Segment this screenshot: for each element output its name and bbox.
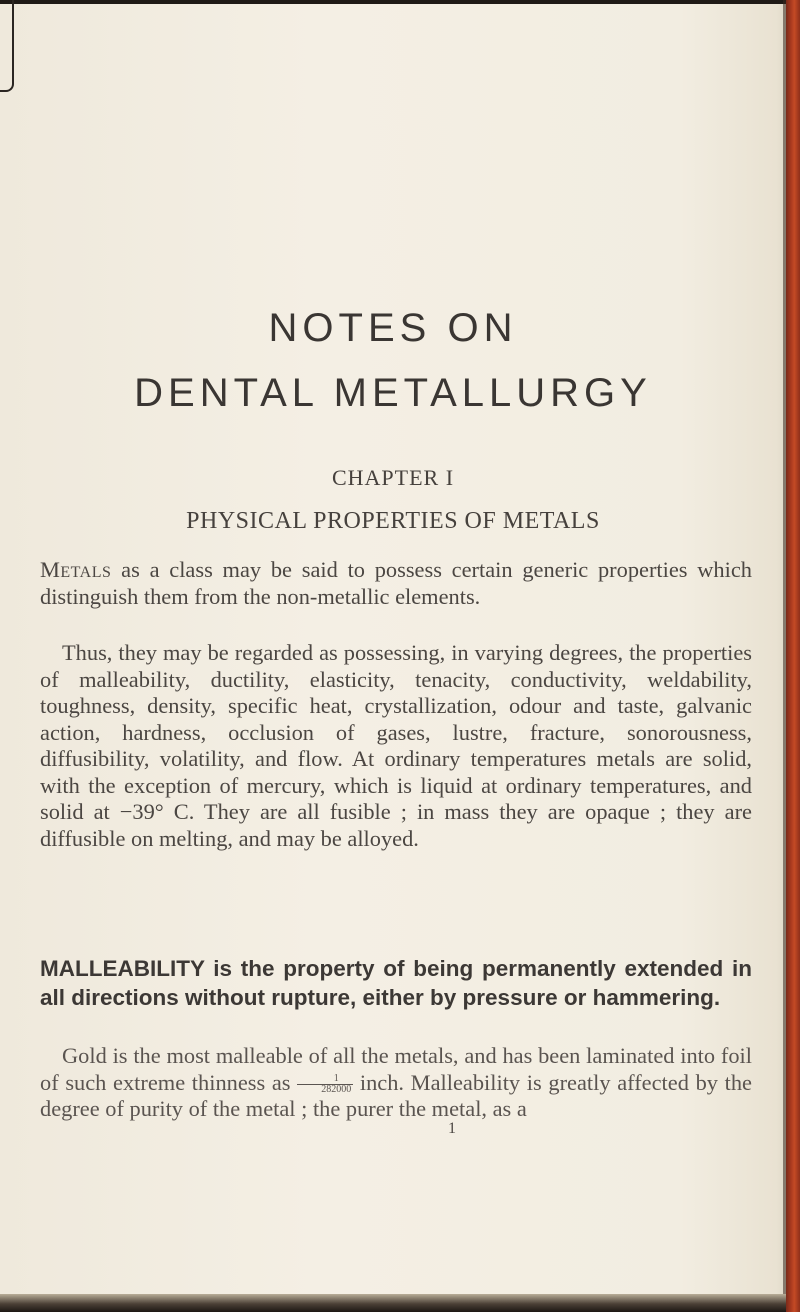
page-top-edge (0, 0, 786, 4)
paragraph-gold-text-after: inch. Malleability is greatly affected by the degree of purity of the metal ; the purer the metal, as a (40, 1069, 752, 1121)
page-corner-shadow (0, 0, 14, 92)
page-bottom-edge (0, 1294, 786, 1312)
chapter-heading: PHYSICAL PROPERTIES OF METALS (186, 508, 600, 534)
page-number: 1 (448, 1120, 456, 1137)
fraction-denominator: 282000 (321, 1083, 352, 1095)
book-binding (786, 0, 800, 1312)
book-title-line1: NOTES ON (268, 306, 518, 350)
chapter-number: CHAPTER I (331, 465, 455, 490)
malleability-definition: MALLEABILITY is the property of being permanently extended in all directions without rupture, either by pressure or hammering. (40, 956, 752, 1010)
paragraph-gold-text-before: Gold is the most malleable of all the metals, and has been laminated into foil of such extreme thinness as (40, 1043, 752, 1095)
paragraph-intro (40, 557, 752, 610)
fraction (297, 1074, 353, 1095)
fraction-numerator: 1 (297, 1074, 353, 1085)
book-title-line2: DENTAL METALLURGY (134, 371, 652, 415)
paragraph-lead-word: Metals (40, 557, 112, 582)
paragraph-properties: Thus, they may be regarded as possessing, in varying degrees, the properties of malleability, ductility, elasticity, tenacity, conductivity, weldability, toughness, density, specific heat, crystallization, odour and taste, galvanic action, hardness, occlusion of gases, lustre, fracture, sonorousness, diffusibility, volatility, and flow. At ordinary temperatures metals are solid, with the exception of mercury, which is liquid at ordinary temperatures, and solid at −39° C. They are all fusible ; in mass they are opaque ; they are diffusible on melting, and may be alloyed. (40, 640, 752, 851)
paragraph-intro-text: as a class may be said to possess certain generic properties which distinguish them from the non-metallic elements. (40, 557, 752, 609)
paragraph-gold (40, 1043, 752, 1123)
